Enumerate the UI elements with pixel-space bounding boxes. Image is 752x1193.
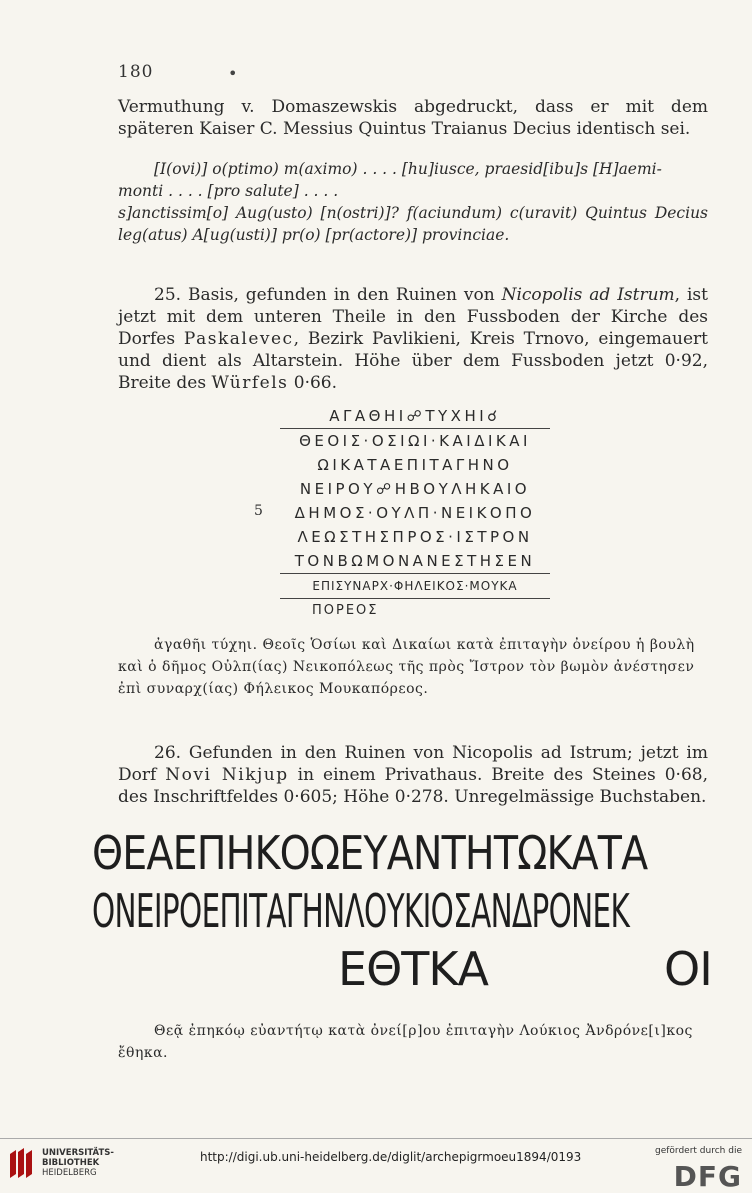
footer-divider [0,1138,752,1139]
section-25-text-c: , Bezirk Pavlikieni, Kreis Trnovo, eingemauert und dient als Altarstein. Höhe über dem Fussboden jetzt 0·92, Breite des [118,329,708,393]
section-26-text-a: 26. Gefunden in den Ruinen von Nicopolis ad Istrum; jetzt im Dorf [118,743,708,785]
library-name-line-1: UNIVERSITÄTS- [42,1148,114,1158]
inscription-26-line-2: ΟΝΕΙΡΟΕΠΙΤΑΓΗΝΛΟΥΚΙΟΣΑΝΔΡΟΝΕΚ [92,884,630,938]
section-25-text-a: 25. Basis, gefunden in den Ruinen von [154,285,502,305]
inscription-25-line: ΕΠΙΣΥΝΑΡΧ·ΦΗΛΕΙΚΟΣ·ΜΟΥΚΑ [280,573,550,599]
section-26-village: Novi Nikjup [165,765,289,785]
funding-note: gefördert durch die [655,1146,742,1156]
inscription-26-line-3-left: ΕΘΤΚΑ [338,942,489,996]
latin-line-1: [I(ovi)] o(ptimo) m(aximo) . . . . [hu]iusce, praesid[ibu]s [H]aemi- [154,160,662,178]
greek-transcription-25: ἀγαθῆι τύχηι. Θεοῖς Ὁσίωι καὶ Δικαίωι κατὰ ἐπιταγὴν ὀνείρου ἡ βουλὴ καὶ ὁ δῆμος Οὐλπ(ίας) Νεικοπόλεως τῆς πρὸς Ἴστρον τὸν βωμὸν ἀνέστησεν ἐπὶ συναρχ(ίας) Φήλεικος Μουκαπόρεος. [118,637,695,697]
section-26-paragraph [118,742,708,808]
section-25-text-d: 0·66. [288,373,338,393]
library-name-line-2: BIBLIOTHEK [42,1158,100,1168]
inscription-25-line: ΝΕΙΡΟΥ☍ΗΒΟΥΛΗΚΑΙΟ [299,480,531,498]
inscription-25 [280,404,550,623]
section-26-text-b: in einem Privathaus. Breite des Steines 0·68, des Inschriftfeldes 0·605; Höhe 0·278. Unregelmässige Buchstaben. [118,765,709,807]
latin-line-3: s]anctissim[o] Aug(usto) [n(ostri)]? f(aciundum) c(uravit) Quintus Decius leg(atus) A[ug(usti)] pr(o) [pr(actore)] provinciae. [118,204,708,244]
footer-url-link[interactable]: http://digi.ub.uni-heidelberg.de/diglit/archepigrmoeu1894/0193 [200,1150,582,1164]
page-dot: • [228,64,238,83]
inscription-25-line: ΘΕΟΙΣ·ΟΣΙΩΙ·ΚΑΙΔΙΚΑΙ [280,428,550,453]
intro-paragraph: Vermuthung v. Domaszewskis abgedruckt, dass er mit dem späteren Kaiser C. Messius Quintus Traianus Decius identisch sei. [118,97,708,139]
latin-restoration [118,158,708,246]
inscription-25-line: ΔΗΜΟΣ·ΟΥΛΠ·ΝΕΙΚΟΠΟ [294,504,536,522]
section-25-village: Paskalevec [183,329,294,349]
greek-transcription-26: Θεᾷ ἐπηκόῳ εὐαντήτῳ κατὰ ὀνεί[ρ]ου ἐπιταγὴν Λούκιος Ἀνδρόνε[ι]κος ἔθηκα. [118,1023,693,1061]
latin-line-2: monti . . . . [pro salute] . . . . [118,182,339,200]
inscription-26 [92,824,732,998]
inscription-25-line: ΑΓΑΘΗΙ☍ΤΥΧΗΙ☌ [329,407,501,425]
dfg-logo: DFG [673,1160,742,1193]
inscription-line-number: 5 [254,503,263,519]
inscription-26-line-1: ΘΕΑΕΠΗΚΟΩΕΥΑΝΤΗΤΩΚΑΤΑ [92,826,648,880]
inscription-26-line-3 [92,940,732,998]
section-25-paragraph [118,284,708,394]
inscription-25-line: ΠΟΡΕΟΣ [312,603,379,618]
inscription-25-line: ΛΕΩΣΤΗΣΠΡΟΣ·ΙΣΤΡΟΝ [297,528,533,546]
inscription-25-line: ΩΙΚΑΤΑΕΠΙΤΑΓΗΝΟ [317,456,513,474]
inscription-25-line: ΤΟΝΒΩΜΟΝΑΝΕΣΤΗΣΕΝ [294,552,536,570]
library-name-line-3: HEIDELBERG [42,1168,97,1178]
library-name [42,1148,114,1178]
section-25-place: Nicopolis ad Istrum [501,285,675,305]
section-25-text-b: , ist jetzt mit dem unteren Theile in den Fussboden der Kirche des Dorfes [118,285,708,349]
heidelberg-library-logo-icon [6,1146,36,1182]
section-25-wuerfels: Würfels [211,373,289,393]
inscription-26-line-3-right: ΟΙ [664,942,712,996]
page-number: 180 [118,62,154,82]
